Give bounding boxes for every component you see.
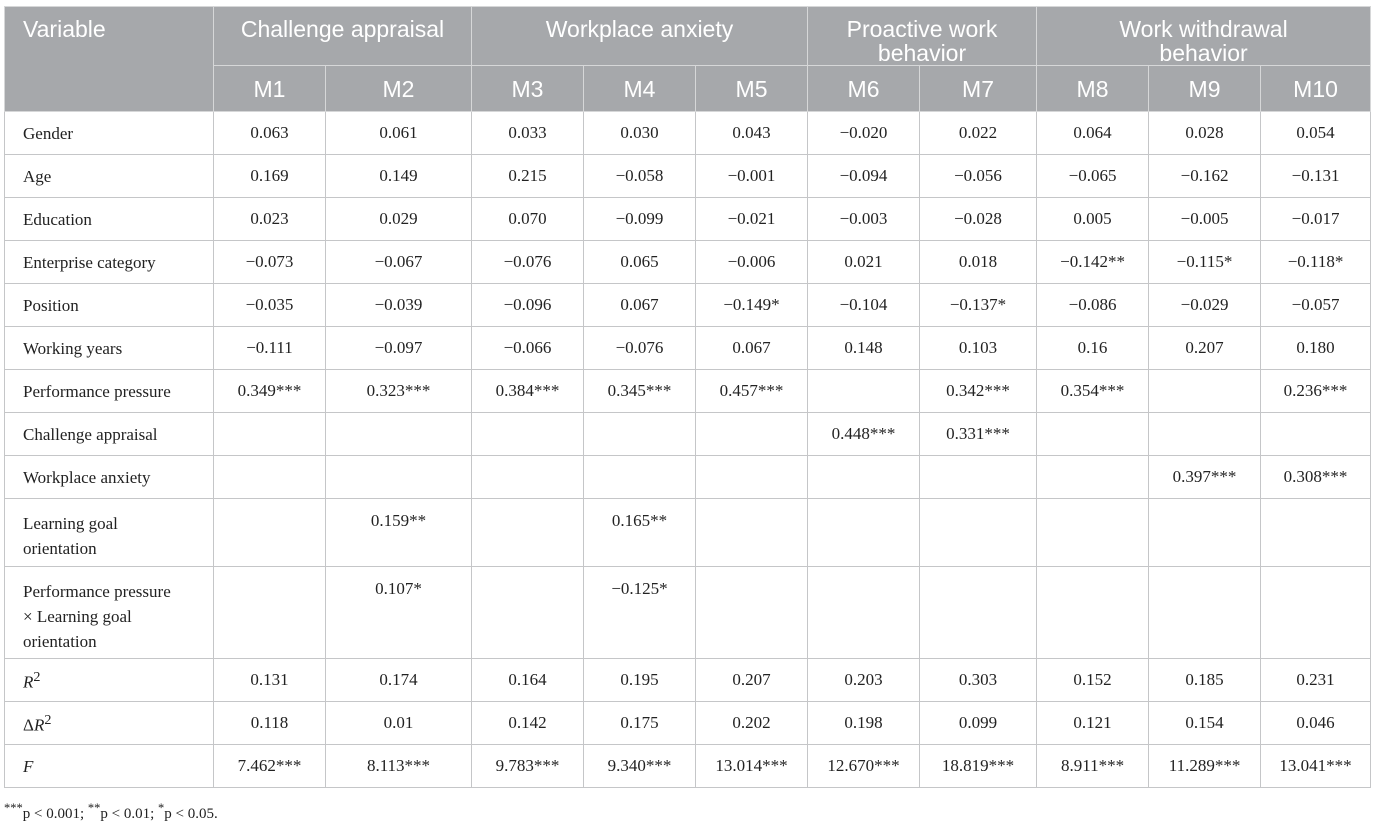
table-cell: −0.035 bbox=[214, 284, 326, 327]
table-cell: 7.462*** bbox=[214, 745, 326, 788]
table-row bbox=[5, 370, 1371, 413]
table-cell: −0.149* bbox=[696, 284, 808, 327]
table-cell: −0.115* bbox=[1149, 241, 1261, 284]
table-cell: 0.103 bbox=[920, 327, 1037, 370]
table-cell: −0.005 bbox=[1149, 198, 1261, 241]
table-cell bbox=[472, 499, 584, 567]
table-cell bbox=[1037, 413, 1149, 456]
table-cell: −0.162 bbox=[1149, 155, 1261, 198]
table-cell: 0.202 bbox=[696, 702, 808, 745]
table-cell bbox=[696, 413, 808, 456]
table-cell: 0.065 bbox=[584, 241, 696, 284]
table-cell bbox=[1149, 567, 1261, 659]
table-cell bbox=[214, 567, 326, 659]
table-cell: −0.131 bbox=[1261, 155, 1371, 198]
table-cell bbox=[584, 456, 696, 499]
table-cell: 0.067 bbox=[696, 327, 808, 370]
row-label: $R^2$ bbox=[5, 659, 214, 702]
table-cell: 0.131 bbox=[214, 659, 326, 702]
table-row bbox=[5, 745, 1371, 788]
table-cell: −0.097 bbox=[326, 327, 472, 370]
table-cell: −0.020 bbox=[808, 112, 920, 155]
table-cell: −0.017 bbox=[1261, 198, 1371, 241]
table-cell: 8.113*** bbox=[326, 745, 472, 788]
table-cell: 0.175 bbox=[584, 702, 696, 745]
table-cell: 0.028 bbox=[1149, 112, 1261, 155]
table-cell: 0.030 bbox=[584, 112, 696, 155]
table-cell: −0.096 bbox=[472, 284, 584, 327]
table-cell bbox=[696, 499, 808, 567]
table-cell: 0.023 bbox=[214, 198, 326, 241]
model-header-m7: M7 bbox=[920, 66, 1037, 112]
table-cell: 0.121 bbox=[1037, 702, 1149, 745]
table-cell: 0.457*** bbox=[696, 370, 808, 413]
table-row bbox=[5, 327, 1371, 370]
regression-results-table bbox=[4, 6, 1371, 788]
table-cell: 0.061 bbox=[326, 112, 472, 155]
table-cell: 0.308*** bbox=[1261, 456, 1371, 499]
row-label: Age bbox=[5, 155, 214, 198]
table-cell: 0.021 bbox=[808, 241, 920, 284]
table-cell: −0.125* bbox=[584, 567, 696, 659]
table-cell: 0.185 bbox=[1149, 659, 1261, 702]
table-cell: −0.099 bbox=[584, 198, 696, 241]
table-cell: 0.043 bbox=[696, 112, 808, 155]
table-cell: 0.180 bbox=[1261, 327, 1371, 370]
table-cell: 18.819*** bbox=[920, 745, 1037, 788]
group-header-challenge-appraisal: Challenge appraisal bbox=[214, 7, 472, 66]
table-cell bbox=[1149, 413, 1261, 456]
table-cell: −0.057 bbox=[1261, 284, 1371, 327]
table-row bbox=[5, 284, 1371, 327]
row-label: Workplace anxiety bbox=[5, 456, 214, 499]
table-cell: 0.018 bbox=[920, 241, 1037, 284]
table-cell: 0.099 bbox=[920, 702, 1037, 745]
table-cell bbox=[214, 456, 326, 499]
table-cell: 9.783*** bbox=[472, 745, 584, 788]
table-cell bbox=[214, 413, 326, 456]
table-cell: 0.164 bbox=[472, 659, 584, 702]
table-cell: 0.063 bbox=[214, 112, 326, 155]
table-cell bbox=[808, 567, 920, 659]
table-cell: 0.067 bbox=[584, 284, 696, 327]
table-cell: 0.323*** bbox=[326, 370, 472, 413]
table-cell: 0.005 bbox=[1037, 198, 1149, 241]
table-cell: 0.448*** bbox=[808, 413, 920, 456]
table-cell: −0.076 bbox=[472, 241, 584, 284]
row-label: Performance pressure × Learning goal orientation bbox=[5, 567, 214, 659]
table-cell: 13.014*** bbox=[696, 745, 808, 788]
table-cell: 8.911*** bbox=[1037, 745, 1149, 788]
table-cell: 0.236*** bbox=[1261, 370, 1371, 413]
table-row bbox=[5, 499, 1371, 567]
table-cell: −0.067 bbox=[326, 241, 472, 284]
table-cell: −0.111 bbox=[214, 327, 326, 370]
table-cell bbox=[326, 413, 472, 456]
table-cell bbox=[1149, 499, 1261, 567]
table-cell: 0.331*** bbox=[920, 413, 1037, 456]
table-cell: −0.021 bbox=[696, 198, 808, 241]
table-cell: 0.142 bbox=[472, 702, 584, 745]
table-cell: 0.397*** bbox=[1149, 456, 1261, 499]
table-cell: 0.029 bbox=[326, 198, 472, 241]
table-cell: 0.033 bbox=[472, 112, 584, 155]
table-cell: −0.058 bbox=[584, 155, 696, 198]
table-cell: 0.148 bbox=[808, 327, 920, 370]
table-cell bbox=[1149, 370, 1261, 413]
table-cell: 0.046 bbox=[1261, 702, 1371, 745]
table-cell: −0.086 bbox=[1037, 284, 1149, 327]
table-cell bbox=[1261, 413, 1371, 456]
table-cell: −0.094 bbox=[808, 155, 920, 198]
table-cell: 0.107* bbox=[326, 567, 472, 659]
row-label: Performance pressure bbox=[5, 370, 214, 413]
model-header-m9: M9 bbox=[1149, 66, 1261, 112]
model-header-m3: M3 bbox=[472, 66, 584, 112]
table-cell bbox=[472, 413, 584, 456]
row-label: Challenge appraisal bbox=[5, 413, 214, 456]
table-row bbox=[5, 155, 1371, 198]
table-footnote: ***p < 0.001; **p < 0.01; *p < 0.05. bbox=[4, 801, 218, 822]
table-cell: 0.349*** bbox=[214, 370, 326, 413]
table-cell: 0.303 bbox=[920, 659, 1037, 702]
table-cell bbox=[326, 456, 472, 499]
table-cell: −0.039 bbox=[326, 284, 472, 327]
table-cell bbox=[808, 456, 920, 499]
table-cell: 0.054 bbox=[1261, 112, 1371, 155]
group-header-proactive-work-behavior: Proactive work behavior bbox=[808, 7, 1037, 66]
table-cell: 0.064 bbox=[1037, 112, 1149, 155]
table-cell: 0.022 bbox=[920, 112, 1037, 155]
table-cell bbox=[696, 456, 808, 499]
group-header-work-withdrawal-behavior: Work withdrawal behavior bbox=[1037, 7, 1371, 66]
table-cell bbox=[920, 456, 1037, 499]
table-cell bbox=[696, 567, 808, 659]
table-cell: −0.142** bbox=[1037, 241, 1149, 284]
row-label: F bbox=[5, 745, 214, 788]
table-cell: 0.16 bbox=[1037, 327, 1149, 370]
group-header-workplace-anxiety: Workplace anxiety bbox=[472, 7, 808, 66]
table-cell: −0.003 bbox=[808, 198, 920, 241]
table-cell: 0.384*** bbox=[472, 370, 584, 413]
table-cell bbox=[1037, 456, 1149, 499]
row-label: $\Delta R^2$ bbox=[5, 702, 214, 745]
table-cell: 13.041*** bbox=[1261, 745, 1371, 788]
table-cell: −0.137* bbox=[920, 284, 1037, 327]
table-row bbox=[5, 456, 1371, 499]
table-cell: −0.073 bbox=[214, 241, 326, 284]
table-cell: 0.01 bbox=[326, 702, 472, 745]
table-cell: 0.159** bbox=[326, 499, 472, 567]
table-cell bbox=[1037, 499, 1149, 567]
table-cell: 9.340*** bbox=[584, 745, 696, 788]
table-cell bbox=[472, 456, 584, 499]
table-cell: 0.342*** bbox=[920, 370, 1037, 413]
row-label: Enterprise category bbox=[5, 241, 214, 284]
row-label: Education bbox=[5, 198, 214, 241]
table-cell: 0.354*** bbox=[1037, 370, 1149, 413]
table-cell: 12.670*** bbox=[808, 745, 920, 788]
row-label: Learning goal orientation bbox=[5, 499, 214, 567]
table-body bbox=[5, 112, 1371, 788]
table-cell bbox=[1037, 567, 1149, 659]
model-header-m5: M5 bbox=[696, 66, 808, 112]
model-header-m10: M10 bbox=[1261, 66, 1371, 112]
table-cell: −0.076 bbox=[584, 327, 696, 370]
table-cell: 0.165** bbox=[584, 499, 696, 567]
table-cell: 0.207 bbox=[696, 659, 808, 702]
table-cell: 0.215 bbox=[472, 155, 584, 198]
table-cell bbox=[1261, 499, 1371, 567]
table-row bbox=[5, 198, 1371, 241]
table-row bbox=[5, 659, 1371, 702]
row-label: Working years bbox=[5, 327, 214, 370]
model-header-m2: M2 bbox=[326, 66, 472, 112]
table-cell: −0.006 bbox=[696, 241, 808, 284]
table-row bbox=[5, 241, 1371, 284]
table-cell: 0.154 bbox=[1149, 702, 1261, 745]
model-header-m6: M6 bbox=[808, 66, 920, 112]
table-cell: −0.104 bbox=[808, 284, 920, 327]
table-cell: 0.070 bbox=[472, 198, 584, 241]
table-cell: −0.029 bbox=[1149, 284, 1261, 327]
table-cell: −0.118* bbox=[1261, 241, 1371, 284]
table-cell: −0.001 bbox=[696, 155, 808, 198]
table-cell: −0.056 bbox=[920, 155, 1037, 198]
table-cell: 11.289*** bbox=[1149, 745, 1261, 788]
table-cell: 0.231 bbox=[1261, 659, 1371, 702]
table-cell: 0.152 bbox=[1037, 659, 1149, 702]
model-header-m1: M1 bbox=[214, 66, 326, 112]
row-label: Position bbox=[5, 284, 214, 327]
table-cell: 0.198 bbox=[808, 702, 920, 745]
table-cell: 0.203 bbox=[808, 659, 920, 702]
table-cell: 0.345*** bbox=[584, 370, 696, 413]
table-cell: 0.149 bbox=[326, 155, 472, 198]
table-cell bbox=[920, 567, 1037, 659]
table-row bbox=[5, 702, 1371, 745]
table-cell: −0.065 bbox=[1037, 155, 1149, 198]
table-cell: 0.174 bbox=[326, 659, 472, 702]
table-row bbox=[5, 112, 1371, 155]
table-cell bbox=[808, 499, 920, 567]
table-cell bbox=[472, 567, 584, 659]
table-cell bbox=[920, 499, 1037, 567]
table-cell: −0.066 bbox=[472, 327, 584, 370]
table-cell: 0.118 bbox=[214, 702, 326, 745]
model-header-m8: M8 bbox=[1037, 66, 1149, 112]
variable-header: Variable bbox=[5, 7, 214, 112]
table-cell: 0.207 bbox=[1149, 327, 1261, 370]
table-cell: −0.028 bbox=[920, 198, 1037, 241]
model-header-m4: M4 bbox=[584, 66, 696, 112]
table-cell bbox=[214, 499, 326, 567]
table-cell bbox=[1261, 567, 1371, 659]
table-cell bbox=[808, 370, 920, 413]
table-row bbox=[5, 413, 1371, 456]
row-label: Gender bbox=[5, 112, 214, 155]
table-row bbox=[5, 567, 1371, 659]
table-cell: 0.195 bbox=[584, 659, 696, 702]
table-cell bbox=[584, 413, 696, 456]
table-cell: 0.169 bbox=[214, 155, 326, 198]
